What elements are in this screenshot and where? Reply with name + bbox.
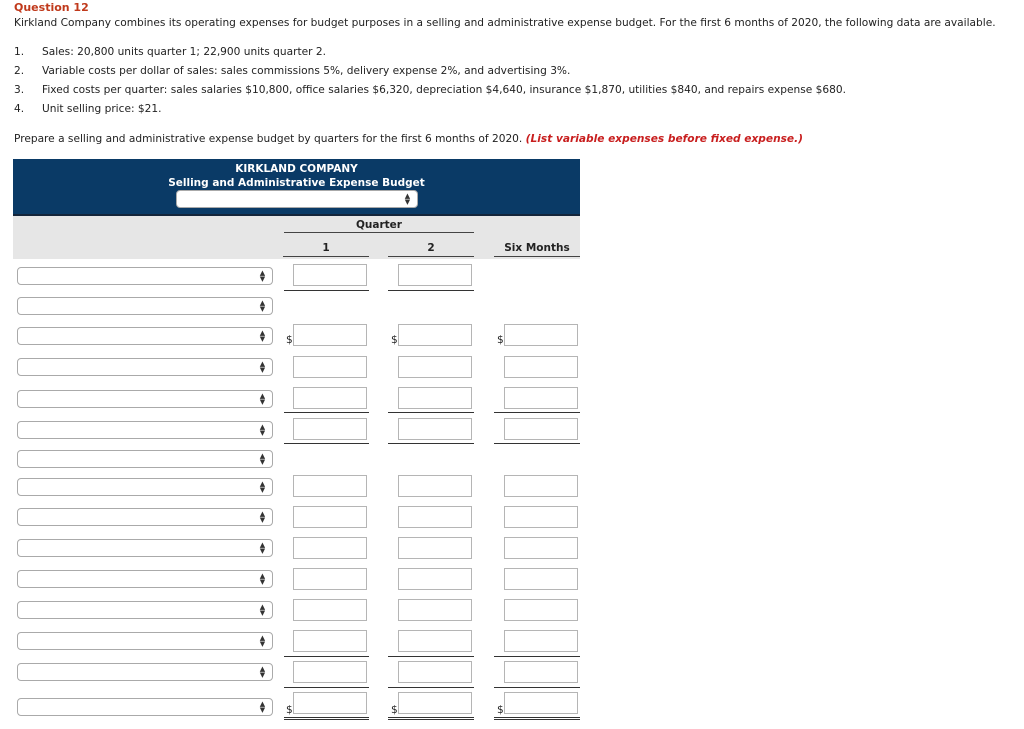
data-item-2 [14,65,570,77]
up-down-arrows-icon: ▲ ▼ [259,392,266,406]
grand-total-input-q1[interactable] [293,692,367,714]
dollar-sign: $ [286,704,293,716]
grand-total-double-underline [388,717,474,720]
column-header-q2: 2 [388,242,474,257]
up-down-arrows-icon: ▲ ▼ [259,603,266,617]
row-label-select[interactable] [17,358,273,376]
grand-total-input-q2[interactable] [398,692,472,714]
row-label-select[interactable] [17,570,273,588]
up-down-arrows-icon: ▲ ▼ [259,329,266,343]
amount-input-six-months[interactable] [504,661,578,683]
amount-input-q2[interactable] [398,356,472,378]
amount-input-q2[interactable] [398,475,472,497]
subtotal-underline [494,412,580,413]
row-label-select[interactable] [17,601,273,619]
amount-input-six-months[interactable] [504,599,578,621]
amount-input-q1[interactable] [293,324,367,346]
amount-input-six-months[interactable] [504,506,578,528]
row-label-select[interactable] [17,478,273,496]
row-label-select[interactable] [17,508,273,526]
instructions [14,133,803,145]
row-label-select[interactable] [17,450,273,468]
up-down-arrows-icon: ▲ ▼ [259,452,266,466]
column-header-q1: 1 [283,242,369,257]
subtotal-underline [284,687,369,688]
question-title: Question 12 [14,1,89,14]
dollar-sign: $ [286,334,293,346]
question-intro: Kirkland Company combines its operating expenses for budget purposes in a selling and administrative expense budget. For the first 6 months of 2020, the following data are available. [14,17,996,29]
amount-input-q2[interactable] [398,418,472,440]
subtotal-underline [388,656,474,657]
subtotal-underline [284,412,369,413]
data-item-1 [14,46,326,58]
subtotal-underline [494,443,580,444]
item-text: Sales: 20,800 units quarter 1; 22,900 units quarter 2. [42,46,326,58]
item-text: Fixed costs per quarter: sales salaries $10,800, office salaries $6,320, depreciation $4,640, insurance $1,870, utilities $840, and repairs expense $680. [42,84,846,96]
grand-total-double-underline [284,717,369,720]
up-down-arrows-icon: ▲ ▼ [259,541,266,555]
amount-input-q1[interactable] [293,418,367,440]
grand-total-input-six-months[interactable] [504,692,578,714]
amount-input-six-months[interactable] [504,630,578,652]
data-item-4 [14,103,162,115]
subtotal-underline [388,412,474,413]
data-item-3 [14,84,846,96]
amount-input-q2[interactable] [398,661,472,683]
up-down-arrows-icon: ▲ ▼ [259,480,266,494]
amount-input-six-months[interactable] [504,418,578,440]
up-down-arrows-icon: ▲ ▼ [404,192,411,206]
up-down-arrows-icon: ▲ ▼ [259,299,266,313]
amount-input-q2[interactable] [398,599,472,621]
item-number: 4. [14,103,25,115]
amount-input-q2[interactable] [398,387,472,409]
quarter-label: Quarter [356,219,402,231]
amount-input-q1[interactable] [293,264,367,286]
up-down-arrows-icon: ▲ ▼ [259,510,266,524]
amount-input-six-months[interactable] [504,387,578,409]
item-number: 3. [14,84,25,96]
subtotal-underline [284,443,369,444]
dollar-sign: $ [497,334,504,346]
amount-input-q2[interactable] [398,537,472,559]
amount-input-q1[interactable] [293,356,367,378]
amount-input-q2[interactable] [398,264,472,286]
row-label-select[interactable] [17,327,273,345]
row-label-select[interactable] [17,663,273,681]
item-text: Variable costs per dollar of sales: sales commissions 5%, delivery expense 2%, and advertising 3%. [42,65,571,77]
total-underline [284,290,369,291]
amount-input-q1[interactable] [293,387,367,409]
amount-input-six-months[interactable] [504,324,578,346]
subtotal-underline [388,687,474,688]
subtotal-underline [494,656,580,657]
up-down-arrows-icon: ▲ ▼ [259,423,266,437]
amount-input-q1[interactable] [293,568,367,590]
amount-input-six-months[interactable] [504,475,578,497]
budget-title: Selling and Administrative Expense Budget [168,177,425,189]
row-label-select[interactable] [17,632,273,650]
row-label-select[interactable] [17,539,273,557]
up-down-arrows-icon: ▲ ▼ [259,665,266,679]
dollar-sign: $ [391,704,398,716]
amount-input-six-months[interactable] [504,568,578,590]
company-name: KIRKLAND COMPANY [235,163,358,175]
instructions-note: (List variable expenses before fixed expense.) [525,133,803,145]
up-down-arrows-icon: ▲ ▼ [259,700,266,714]
quarter-underline [284,232,474,233]
total-underline [388,290,474,291]
amount-input-q1[interactable] [293,537,367,559]
amount-input-q1[interactable] [293,599,367,621]
period-select[interactable] [176,190,418,208]
up-down-arrows-icon: ▲ ▼ [259,572,266,586]
amount-input-six-months[interactable] [504,356,578,378]
amount-input-q2[interactable] [398,568,472,590]
row-label-select[interactable] [17,390,273,408]
amount-input-q1[interactable] [293,661,367,683]
subtotal-underline [388,443,474,444]
amount-input-six-months[interactable] [504,537,578,559]
item-text: Unit selling price: $21. [42,103,162,115]
row-label-select[interactable] [17,297,273,315]
dollar-sign: $ [391,334,398,346]
row-label-select[interactable] [17,267,273,285]
amount-input-q2[interactable] [398,506,472,528]
item-number: 1. [14,46,25,58]
up-down-arrows-icon: ▲ ▼ [259,360,266,374]
subtotal-underline [494,687,580,688]
row-label-select[interactable] [17,698,273,716]
up-down-arrows-icon: ▲ ▼ [259,634,266,648]
up-down-arrows-icon: ▲ ▼ [259,269,266,283]
amount-input-q1[interactable] [293,506,367,528]
dollar-sign: $ [497,704,504,716]
amount-input-q2[interactable] [398,630,472,652]
instructions-text: Prepare a selling and administrative expense budget by quarters for the first 6 months of 2020. [14,133,523,145]
amount-input-q1[interactable] [293,475,367,497]
grand-total-double-underline [494,717,580,720]
item-number: 2. [14,65,25,77]
row-label-select[interactable] [17,421,273,439]
subtotal-underline [284,656,369,657]
amount-input-q1[interactable] [293,630,367,652]
amount-input-q2[interactable] [398,324,472,346]
column-header-six-months: Six Months [494,242,580,257]
